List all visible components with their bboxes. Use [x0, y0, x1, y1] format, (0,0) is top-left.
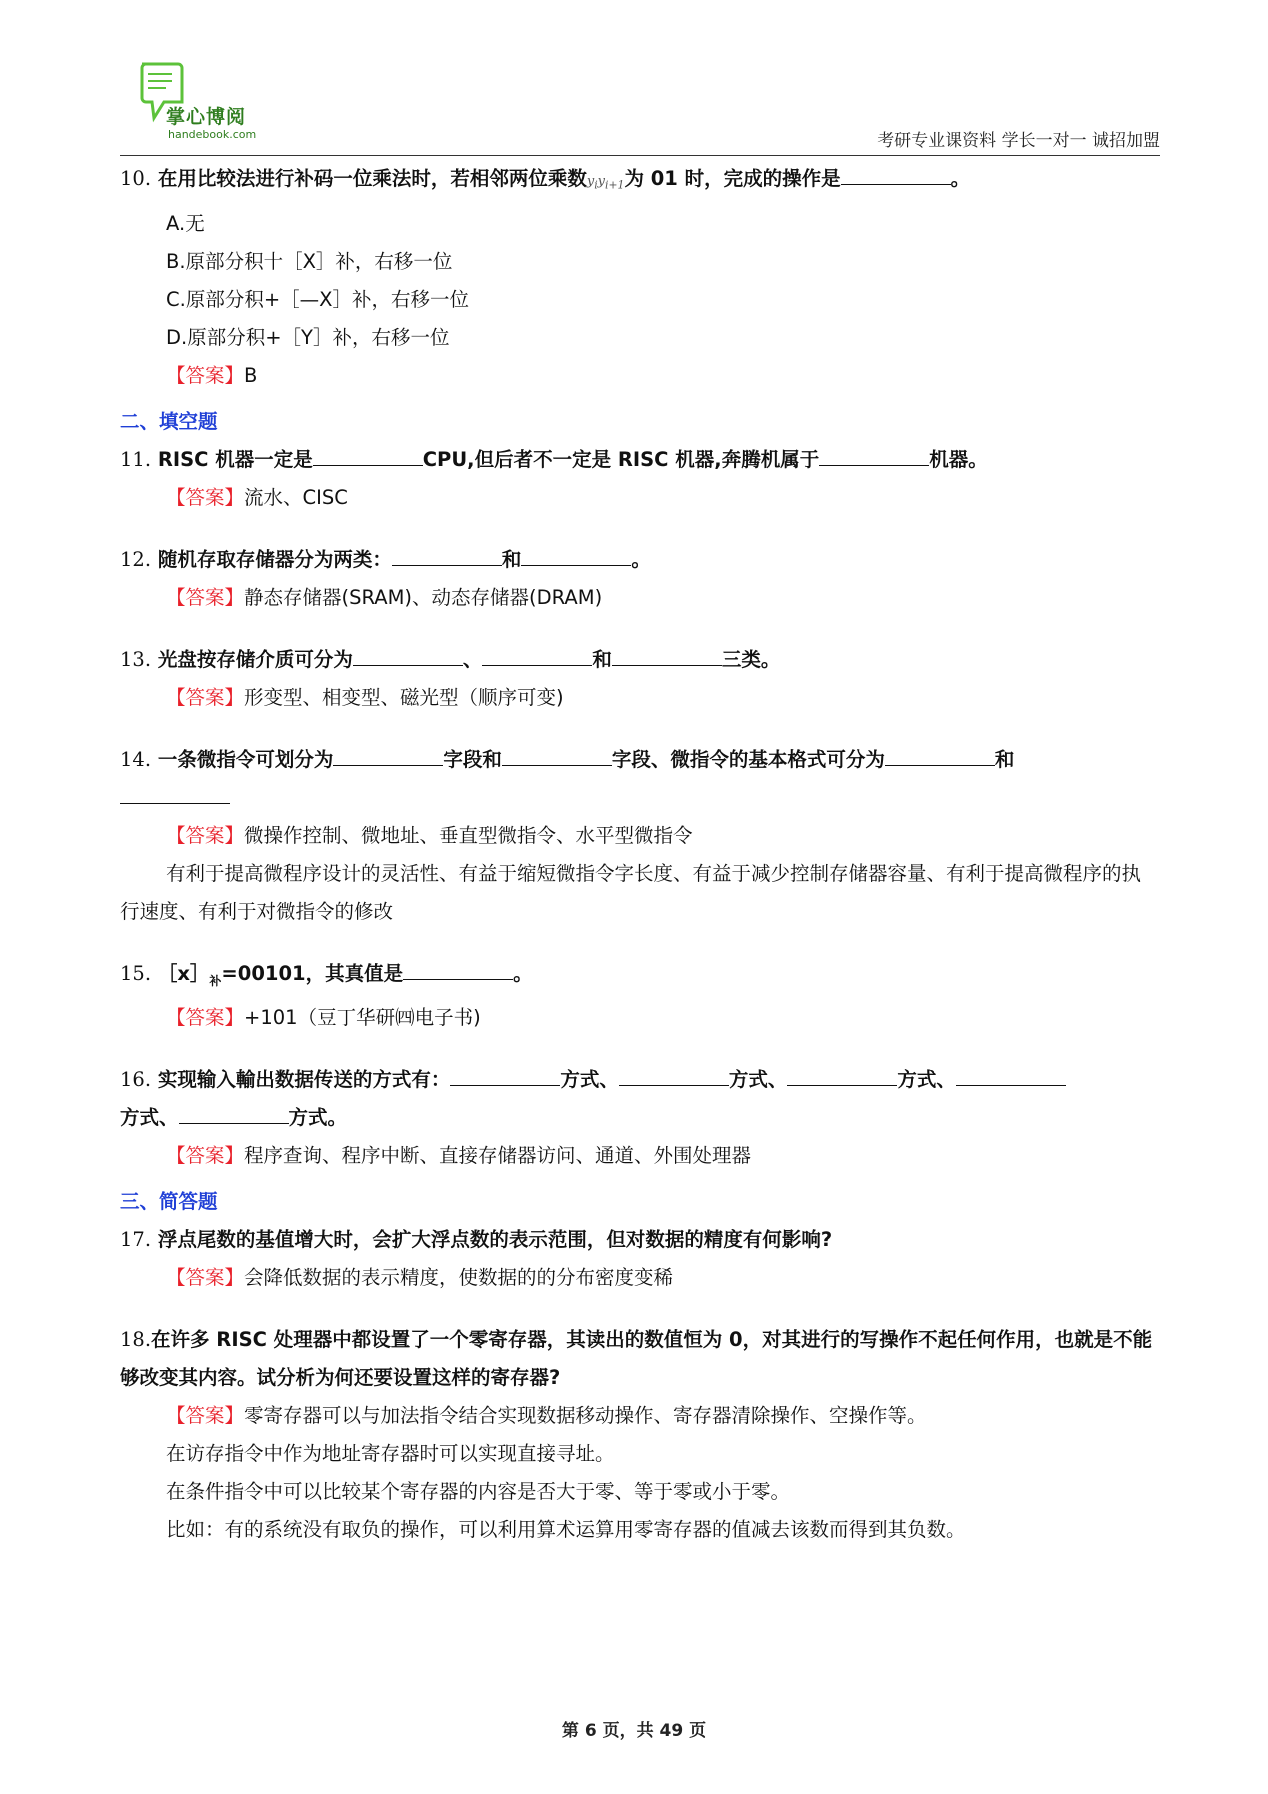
answer-blank	[392, 545, 502, 566]
question-11: 11. RISC 机器一定是 CPU,但后者不一定是 RISC 机器,奔腾机属于 机器。	[120, 441, 1160, 479]
answer-blank	[502, 745, 612, 766]
answer-blank	[450, 1065, 560, 1086]
answer-tag: 【答案】	[166, 363, 245, 387]
question-14: 14. 一条微指令可划分为 字段和 字段、微指令的基本格式可分为 和	[120, 741, 1160, 817]
answer-16: 【答案】程序查询、程序中断、直接存储器访问、通道、外围处理器	[166, 1144, 752, 1168]
answer-blank	[120, 783, 230, 804]
answer-17: 【答案】会降低数据的表示精度，使数据的的分布密度变稀	[166, 1266, 674, 1290]
answer-18-line: 比如：有的系统没有取负的操作，可以利用算术运算用零寄存器的值减去该数而得到其负数。	[166, 1518, 966, 1542]
option-d: D.原部分积+［Y］补，右移一位	[166, 325, 450, 349]
logo-url: handebook.com	[168, 128, 257, 141]
answer-blank	[179, 1103, 289, 1124]
answer-15: 【答案】+101（豆丁华研㈣电子书)	[166, 1006, 481, 1030]
section-short-answer: 三、简答题	[120, 1190, 218, 1214]
answer-10: 【答案】B	[166, 363, 258, 387]
page-header	[120, 60, 1160, 158]
answer-blank	[403, 959, 513, 980]
question-17: 17. 浮点尾数的基值增大时，会扩大浮点数的表示范围，但对数据的精度有何影响?	[120, 1228, 833, 1252]
answer-blank	[482, 645, 592, 666]
answer-blank	[353, 645, 463, 666]
page-content	[120, 160, 1160, 1549]
answer-11: 【答案】流水、CISC	[166, 485, 348, 509]
question-16: 16. 实现输入輸出数据传送的方式有： 方式、 方式、 方式、 方式、 方式。	[120, 1061, 1160, 1137]
question-18: 18.在许多 RISC 处理器中都设置了一个零寄存器，其读出的数值恒为 0，对其进行的写操作不起任何作用，也就是不能够改变其内容。试分析为何还要设置这样的寄存器?	[120, 1328, 1153, 1390]
answer-12: 【答案】静态存储器(SRAM)、动态存储器(DRAM)	[166, 585, 603, 609]
option-c: C.原部分积+［—X］补，右移一位	[166, 287, 470, 311]
answer-blank	[956, 1065, 1066, 1086]
question-text: 为 01 时，完成的操作是	[624, 167, 841, 190]
answer-18-line: 在条件指令中可以比较某个寄存器的内容是否大于零、等于零或小于零。	[166, 1480, 791, 1504]
answer-blank	[333, 745, 443, 766]
answer-blank	[619, 1065, 729, 1086]
question-13: 13. 光盘按存储介质可分为 、 和 三类。	[120, 641, 1160, 679]
header-divider	[120, 155, 1160, 156]
question-text: 在用比较法进行补码一位乘法时，若相邻两位乘数	[157, 167, 587, 190]
option-a: A.无	[166, 211, 205, 235]
question-12: 12. 随机存取存储器分为两类： 和 。	[120, 541, 1160, 579]
question-10: 10. 在用比较法进行补码一位乘法时，若相邻两位乘数$y_iy_{i+1}$为 01 时，完成的操作是 。	[120, 160, 1160, 205]
answer-blank	[841, 164, 951, 185]
answer-18: 【答案】零寄存器可以与加法指令结合实现数据移动操作、寄存器清除操作、空操作等。	[166, 1404, 927, 1428]
answer-blank	[885, 745, 995, 766]
answer-18-line: 在访存指令中作为地址寄存器时可以实现直接寻址。	[166, 1442, 615, 1466]
answer-blank	[313, 445, 423, 466]
answer-14: 【答案】微操作控制、微地址、垂直型微指令、水平型微指令	[166, 823, 693, 847]
section-fill-in: 二、填空题	[120, 409, 218, 433]
question-15: 15. $[x]_补=00101$，其真值是 。	[120, 955, 1160, 1000]
question-number: 10.	[120, 167, 152, 190]
answer-13: 【答案】形变型、相变型、磁光型（顺序可变)	[166, 685, 564, 709]
logo-text: 掌心博阅	[166, 106, 247, 128]
page-number: 第 6 页，共 49 页	[561, 1721, 707, 1741]
header-slogan: 考研专业课资料 学长一对一 诚招加盟	[877, 131, 1160, 151]
answer-blank	[819, 445, 929, 466]
option-b: B.原部分积十［X］补，右移一位	[166, 249, 453, 273]
multiplier-symbol: $y_iy_{i+1}$	[586, 174, 625, 192]
answer-blank	[787, 1065, 897, 1086]
answer-blank	[521, 545, 631, 566]
answer-14-explanation: 有利于提高微程序设计的灵活性、有益于缩短微指令字长度、有益于减少控制存储器容量、有利于提高微程序的执行速度、有利于对微指令的修改	[120, 861, 1142, 923]
answer-blank	[612, 645, 722, 666]
